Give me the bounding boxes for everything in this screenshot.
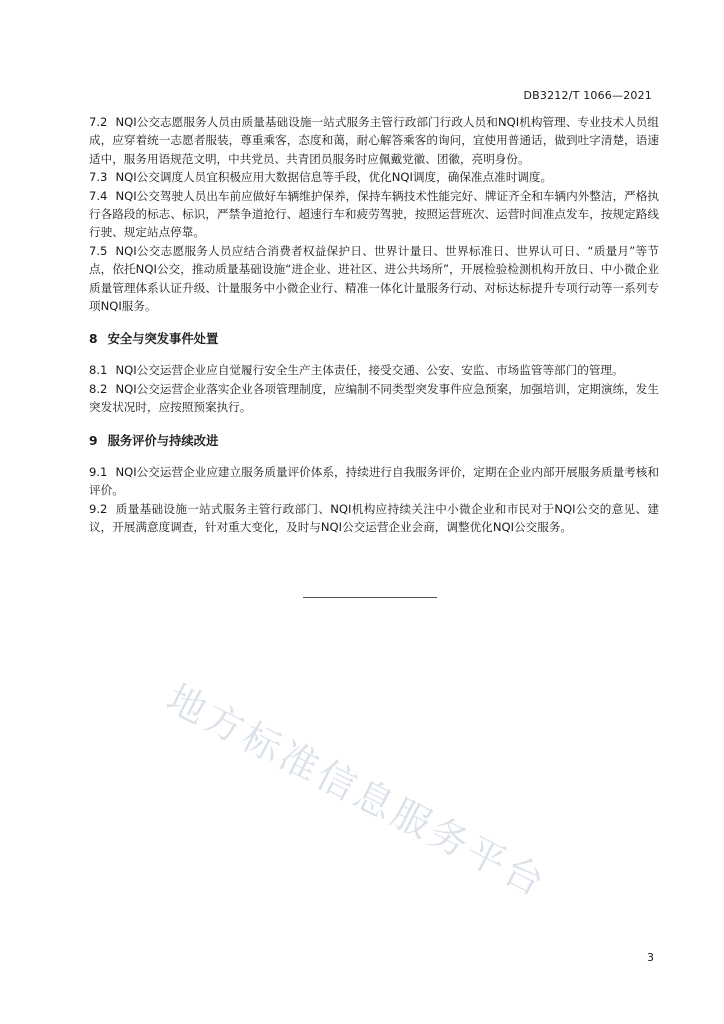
clause-text: NQI公交运营企业应建立服务质量评价体系，持续进行自我服务评价，定期在企业内部开展服务质量考核和评价。 <box>89 464 659 498</box>
section-title: 服务评价与持续改进 <box>107 433 219 448</box>
clause-number: 7.4 <box>89 188 108 203</box>
clause-number: 9.1 <box>89 464 108 479</box>
section-number: 8 <box>89 332 98 347</box>
clause-number: 7.2 <box>89 115 108 129</box>
clause-9-2 <box>89 500 659 537</box>
section-heading-8 <box>89 330 659 348</box>
clause-7-5 <box>89 242 659 316</box>
clause-7-3 <box>89 168 659 186</box>
section-number: 9 <box>89 433 98 448</box>
clause-text: NQI公交调度人员宜积极应用大数据信息等手段，优化NQI调度，确保准点准时调度。 <box>115 170 553 185</box>
clause-number: 7.3 <box>89 170 108 185</box>
clause-number: 8.2 <box>89 381 108 396</box>
document-body <box>89 113 659 536</box>
section-heading-9 <box>89 432 659 450</box>
clause-number: 8.1 <box>89 363 108 378</box>
clause-number: 7.5 <box>89 243 108 258</box>
clause-8-1 <box>89 361 659 379</box>
page-number: 3 <box>647 951 654 964</box>
clause-text: NQI公交志愿服务人员由质量基础设施一站式服务主管行政部门行政人员和NQI机构管理、专业技术人员组成，应穿着统一志愿者服装，尊重乘客，态度和蔼，耐心解答乘客的询问，宜使用普通话，做到吐字清楚，语速适中，服务用语规范文明，中共党员、共青团员服务时应佩戴党徽、团徽，亮明身份。 <box>89 115 659 166</box>
section-title: 安全与突发事件处置 <box>107 332 219 347</box>
clause-text: NQI公交驾驶人员出车前应做好车辆维护保养，保持车辆技术性能完好、牌证齐全和车辆内外整洁，严格执行各路段的标志、标识，严禁争道抢行、超速行车和疲劳驾驶，按照运营班次、运营时间准点发车，按规定路线行驶、规定站点停靠。 <box>89 188 659 240</box>
watermark: 地方标准信息服务平台 <box>159 676 555 906</box>
clause-number: 9.2 <box>89 501 108 516</box>
clause-9-1 <box>89 463 659 500</box>
clause-7-4 <box>89 187 659 242</box>
clause-text: NQI公交运营企业应自觉履行安全生产主体责任，接受交通、公安、安监、市场监管等部门的管理。 <box>115 363 624 378</box>
clause-text: NQI公交运营企业落实企业各项管理制度，应编制不同类型突发事件应急预案，加强培训，定期演练，发生突发状况时，应按照预案执行。 <box>89 381 659 415</box>
clause-text: 质量基础设施一站式服务主管行政部门、NQI机构应持续关注中小微企业和市民对于NQI公交的意见、建议，开展满意度调查，针对重大变化，及时与NQI公交运营企业会商，调整优化NQI公交服务。 <box>89 501 659 534</box>
clause-8-2 <box>89 380 659 417</box>
document-code: DB3212/T 1066—2021 <box>523 89 652 102</box>
end-divider <box>303 597 437 598</box>
clause-7-2 <box>89 113 659 168</box>
clause-text: NQI公交志愿服务人员应结合消费者权益保护日、世界计量日、世界标准日、世界认可日、“质量月”等节点，依托NQI公交，推动质量基础设施“进企业、进社区、进公共场所”，开展检验检测机构开放日、中小微企业质量管理体系认证升级、计量服务中小微企业行、精准一体化计量服务行动、对标达标提升专项行动等一系列专项NQI服务。 <box>89 243 659 314</box>
